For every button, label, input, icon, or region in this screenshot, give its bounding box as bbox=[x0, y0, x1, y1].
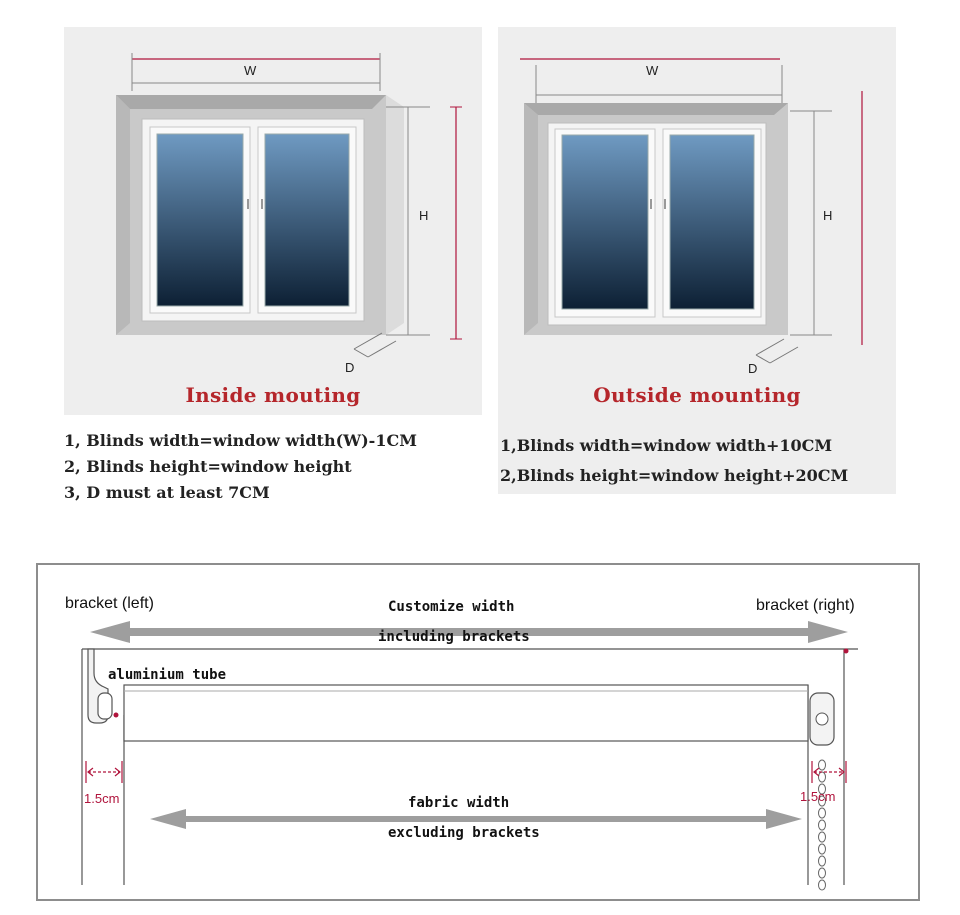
bracket-left-label: bracket (left) bbox=[65, 595, 154, 612]
outside-steps bbox=[500, 431, 848, 491]
inside-mounting-panel bbox=[64, 27, 482, 415]
right-gap-label: 1.5cm bbox=[800, 789, 836, 804]
inside-d-label: D bbox=[345, 360, 355, 375]
roller-bracket-diagram bbox=[36, 563, 920, 901]
outside-h-label: H bbox=[823, 208, 833, 223]
outside-w-label: W bbox=[646, 63, 659, 78]
outside-mounting-panel bbox=[498, 27, 896, 494]
customize-width-label: Customize width bbox=[388, 599, 515, 615]
outside-d-label: D bbox=[748, 361, 758, 376]
inside-h-label: H bbox=[419, 208, 429, 223]
outside-step-2: 2,Blinds height=window height+20CM bbox=[500, 466, 849, 485]
inside-w-label: W bbox=[244, 63, 257, 78]
including-brackets-label: including brackets bbox=[378, 629, 530, 645]
outside-step-1: 1,Blinds width=window width+10CM bbox=[500, 436, 833, 455]
fabric-width-label: fabric width bbox=[408, 795, 510, 811]
inside-step-1: 1, Blinds width=window width(W)-1CM bbox=[64, 431, 417, 450]
aluminium-tube-label: aluminium tube bbox=[108, 667, 227, 683]
outside-window-illustration bbox=[498, 27, 896, 415]
inside-step-2: 2, Blinds height=window height bbox=[64, 457, 352, 476]
inside-mounting-caption: Inside mouting bbox=[185, 383, 361, 407]
roller-illustration bbox=[38, 565, 920, 901]
chain-icon bbox=[819, 760, 826, 890]
inside-steps bbox=[64, 428, 417, 506]
inside-step-3: 3, D must at least 7CM bbox=[64, 483, 270, 502]
outside-mounting-caption: Outside mounting bbox=[593, 383, 801, 407]
bracket-right-label: bracket (right) bbox=[756, 597, 855, 614]
excluding-brackets-label: excluding brackets bbox=[388, 825, 540, 841]
left-gap-label: 1.5cm bbox=[84, 791, 120, 806]
